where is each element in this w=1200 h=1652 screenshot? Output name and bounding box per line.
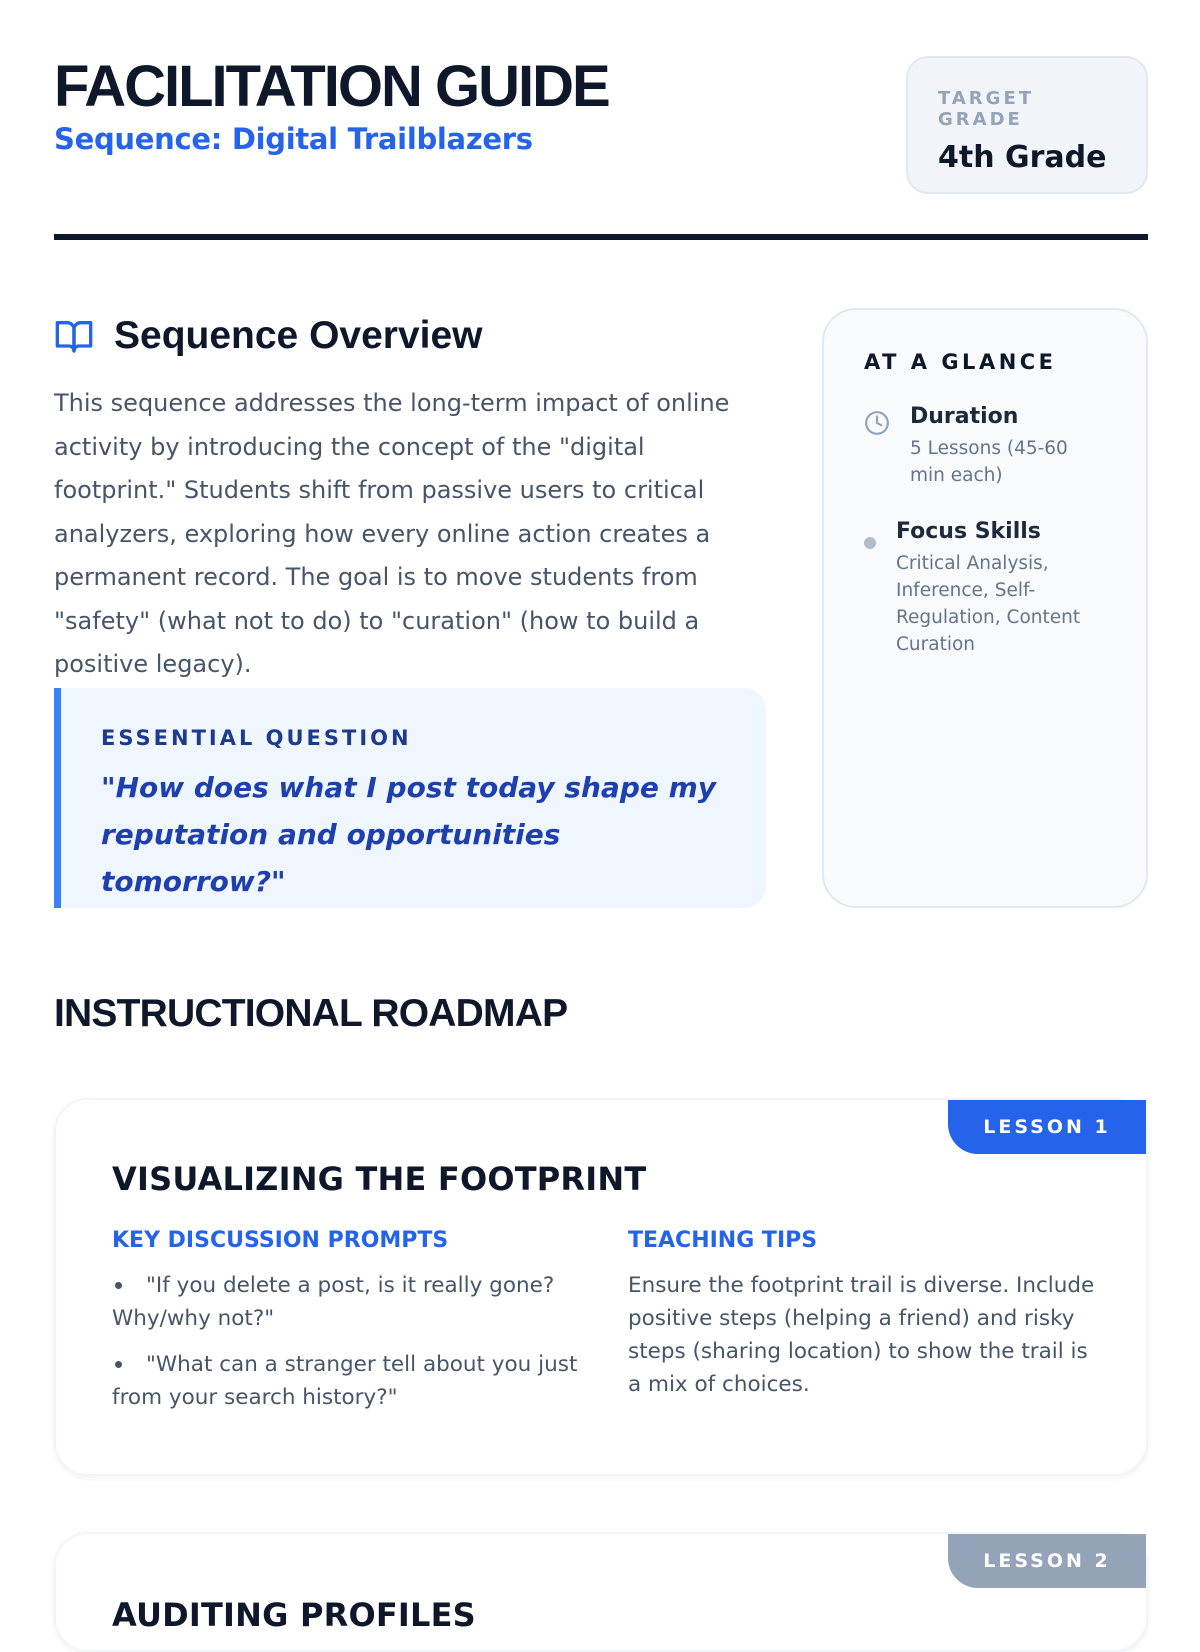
glance-label: Focus Skills (896, 519, 1041, 544)
list-item: "If you delete a post, is it really gone? Why/why not?" (112, 1269, 582, 1335)
sequence-subtitle: Sequence: Digital Trailblazers (54, 122, 533, 156)
sequence-overview (54, 310, 766, 687)
essential-question-label: ESSENTIAL QUESTION (101, 726, 412, 750)
list-item: "What can a stranger tell about you just from your search history?" (112, 1348, 582, 1414)
header-divider (54, 234, 1148, 240)
prompt-list (112, 1269, 582, 1414)
overview-text: This sequence addresses the long-term impact of online activity by introducing the concept of the "digital footprint." Students shift from passive users to critical analyzers, exploring how every online action creates a permanent record. The goal is to move students from "safety" (what not to do) to "curation" (how to build a positive legacy). (54, 389, 730, 678)
grade-label: TARGET GRADE (938, 88, 1035, 130)
tips-heading: TEACHING TIPS (628, 1228, 818, 1253)
overview-title: Sequence Overview (114, 314, 483, 357)
page-header (54, 56, 1148, 196)
overview-heading (54, 310, 766, 362)
discussion-prompts (112, 1228, 582, 1427)
glance-value: Critical Analysis, Inference, Self-Regulation, Content Curation (896, 553, 1081, 655)
glance-value: 5 Lessons (45-60 min each) (910, 438, 1068, 486)
glance-label: Duration (910, 404, 1019, 429)
lesson-card-1 (54, 1098, 1148, 1476)
book-open-icon (54, 316, 94, 356)
teaching-tips (628, 1228, 1098, 1401)
glance-title: AT A GLANCE (864, 350, 1057, 374)
dot-icon (864, 537, 876, 549)
lesson-title: VISUALIZING THE FOOTPRINT (112, 1160, 647, 1198)
glance-item-focus-skills (864, 519, 1106, 658)
lesson-card-2 (54, 1532, 1148, 1652)
grade-value: 4th Grade (938, 140, 1107, 175)
page-title: FACILITATION GUIDE (54, 54, 609, 119)
essential-question-text: "How does what I post today shape my reputation and opportunities tomorrow?" (101, 771, 717, 898)
essential-question-callout (54, 688, 766, 908)
tips-text: Ensure the footprint trail is diverse. Include positive steps (helping a friend) and risky steps (sharing location) to show the trail is a mix of choices. (628, 1273, 1095, 1397)
target-grade-badge (906, 56, 1148, 194)
lesson-tag: LESSON 1 (948, 1100, 1146, 1154)
at-a-glance-panel (822, 308, 1148, 908)
roadmap-title: INSTRUCTIONAL ROADMAP (54, 992, 568, 1035)
glance-item-duration (864, 404, 1106, 489)
prompts-heading: KEY DISCUSSION PROMPTS (112, 1228, 449, 1253)
lesson-tag: LESSON 2 (948, 1534, 1146, 1588)
lesson-title: AUDITING PROFILES (112, 1596, 476, 1634)
clock-icon (864, 410, 890, 436)
